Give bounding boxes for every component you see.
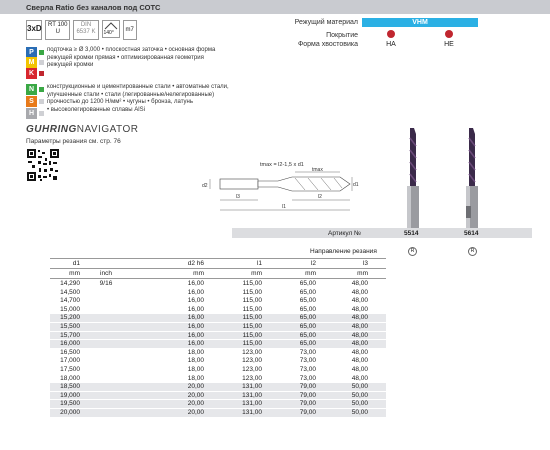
table-row-cell: 15,700 [60,331,80,339]
table-row [50,400,386,408]
table-row [50,366,386,374]
iso-group-n: N [26,84,37,95]
features-text-1 [47,47,307,70]
d2-label: d2 [202,183,208,189]
logo-brand: GUHRING [26,124,77,135]
table-row [50,383,386,391]
direction-row [232,247,532,257]
table-row-cell: 14,290 [60,280,80,287]
table-row-cell: 16,00 [187,331,204,339]
table-header-cell: d1 [72,260,80,267]
spec-tags [26,20,137,40]
coating-label: Покрытие [326,31,358,39]
din-tag-line1: DIN [80,22,92,28]
table-row-cell: 131,00 [242,383,262,391]
material-label: Режущий материал [294,19,358,26]
table-units-cell: mm [193,270,204,277]
feature-line: конструкционные и цементированные стали • автоматные стали, [47,84,229,90]
rt-tag-line2: U [55,29,60,35]
angle-icon [104,22,118,30]
table-row-cell: 79,00 [299,409,316,416]
tolerance-tag: m7 [123,20,137,40]
table-row-cell: 17,000 [60,357,80,365]
table-row [50,297,386,305]
material-row [232,18,478,27]
table-row-cell: 131,00 [242,409,262,416]
depth-tag: 3xD [26,20,42,40]
table-row [50,340,386,348]
iso-group-p: P [26,47,37,58]
table-row-cell: 16,00 [187,280,204,287]
table-row-cell: 131,00 [242,391,262,399]
table-row-cell: 15,500 [60,323,80,330]
table-row-cell: 18,00 [187,374,204,382]
table-divider [50,258,386,259]
table-header-cell: l3 [362,260,368,267]
table-row [50,306,386,314]
tmax-label: tmax [312,167,323,173]
table-row-cell: 16,00 [187,288,204,296]
table-row-cell: 48,00 [351,305,368,313]
table-row [50,392,386,400]
table-row-cell: 16,00 [187,314,204,322]
features-text-2 [47,84,307,114]
suitability-marker [39,87,44,92]
table-row-cell: 115,00 [242,323,262,330]
table-row-cell: 65,00 [299,331,316,339]
table-row-cell: 19,500 [60,400,80,408]
table-row [50,375,386,383]
article-bar [232,228,532,238]
table-row-cell: 115,00 [242,305,262,313]
title-bar [0,0,550,14]
feature-line: • высоколегированные сплавы AlSi [47,106,145,113]
table-row-cell: 123,00 [242,357,262,365]
table-row-cell: 16,00 [187,297,204,305]
tmax-formula: tmax = l2-1,5 x d1 [260,162,304,168]
iso-group-s: S [26,96,37,107]
table-row-cell: 16,00 [187,323,204,330]
table-row-cell: 48,00 [351,323,368,330]
rt-tag [45,20,70,40]
l1-label: l1 [282,204,286,210]
l2-label: l2 [318,194,322,200]
table-row-cell: 115,00 [242,280,262,287]
table-row-cell: 18,000 [60,374,80,382]
table-row-cell: 14,700 [60,297,80,305]
table-row-cell: 15,000 [60,305,80,313]
table-row-cell: 15,200 [60,314,80,322]
table-row-cell: 115,00 [242,314,262,322]
suitability-marker [39,50,44,55]
table-row-cell: 50,00 [351,383,368,391]
table-row-cell: 17,500 [60,366,80,373]
table-row-cell: 48,00 [351,297,368,305]
table-row-cell: 20,00 [187,391,204,399]
table-row-cell: 48,00 [351,331,368,339]
table-row [50,349,386,357]
feature-line: подточка ≥ Ø 3,000 • плоскостная заточка • основная форма [47,47,216,53]
table-row-cell: 16,000 [60,340,80,348]
rt-tag-line1: RT 100 [48,22,68,28]
drill-image-5514 [400,128,428,232]
iso-group-m: M [26,57,37,68]
table-row-cell: 50,00 [351,409,368,416]
table-row-cell: 73,00 [299,357,316,365]
table-units-cell: mm [357,270,368,277]
shank-label: Форма хвостовика [297,41,358,48]
table-row-cell: 65,00 [299,297,316,305]
feature-line: прочностью до 1200 Н/мм² • чугуны • бронза, латунь [47,99,193,105]
table-row-cell: 65,00 [299,305,316,313]
table-row-cell: 115,00 [242,297,262,305]
article-label: Артикул № [328,229,362,237]
table-header [50,260,386,268]
table-row [50,289,386,297]
table-row-cell: 73,00 [299,374,316,382]
table-header-cell: l2 [310,260,316,267]
table-row-cell: 20,00 [187,409,204,416]
table-row [50,409,386,417]
table-row-cell: 48,00 [351,288,368,296]
table-row-cell: 48,00 [351,374,368,382]
table-row-cell: 73,00 [299,366,316,373]
table-row-cell: 79,00 [299,400,316,408]
table-units-cell: mm [305,270,316,277]
din-tag-line2: 6537 K [76,29,96,35]
table-row-cell: 18,00 [187,348,204,356]
table-row-cell: 65,00 [299,323,316,330]
shank-1: HA [386,41,396,48]
table-row-cell: 48,00 [351,314,368,322]
table-row-cell: 123,00 [242,374,262,382]
material-value: VHM [362,18,478,27]
right-hand-icon: R [408,247,417,256]
din-tag [73,20,98,40]
table-header-cell: d2 h6 [187,260,204,267]
cutting-params-note[interactable]: Параметры резания см. стр. 76 [26,138,121,145]
table-row-cell: 48,00 [351,366,368,373]
table-row-cell: 115,00 [242,288,262,296]
feature-line: режущей кромки [47,62,94,68]
table-row-cell: 65,00 [299,340,316,348]
table-row-cell: 131,00 [242,400,262,408]
angle-tag [102,20,120,38]
table-row [50,314,386,322]
table-row-cell: 50,00 [351,391,368,399]
feature-line: улучшенные стали • стали (легированные/нелегированные) [47,91,215,98]
table-row-cell: 115,00 [242,340,262,348]
table-row-cell: 48,00 [351,357,368,365]
coating-2 [420,30,478,40]
table-row [50,332,386,340]
table-row-cell: 20,000 [60,409,80,416]
navigator-logo [26,124,138,135]
article-5614[interactable]: 5614 [464,229,479,237]
logo-suffix: NAVIGATOR [76,124,139,135]
table-row-cell: 19,000 [60,391,80,399]
table-row-cell: 20,00 [187,383,204,391]
table-divider [50,268,386,269]
table-divider [50,278,386,279]
table-row-cell: 48,00 [351,348,368,356]
table-row-cell: 48,00 [351,340,368,348]
table-row-cell: 16,00 [187,305,204,313]
coating-row [232,30,478,40]
table-row-cell: 50,00 [351,400,368,408]
table-units [50,270,386,278]
table-row-cell: 79,00 [299,391,316,399]
l3-label: l3 [236,194,240,200]
table-row-cell: 16,500 [60,348,80,356]
table-row [50,323,386,331]
table-row-cell: 79,00 [299,383,316,391]
article-5514[interactable]: 5514 [404,229,419,237]
table-row-cell: 65,00 [299,288,316,296]
page-title: Сверла Ratio без каналов под СОТС [26,3,161,12]
table-row [50,357,386,365]
suitability-marker [39,60,44,65]
angle-value: 140° [103,30,114,36]
suitability-marker [39,71,44,76]
iso-group-h: H [26,108,37,119]
table-units-cell: mm [69,270,80,277]
drill-diagram [200,160,360,220]
iso-group-k: K [26,68,37,79]
feature-line: режущей кромки прямая • оптимизированная геометрия [47,54,204,61]
coating-1 [362,30,420,40]
table-row-cell: 48,00 [351,280,368,287]
d1-label: d1 [353,182,359,188]
table-row-cell: 9/16 [99,280,113,287]
table-row-cell: 18,00 [187,357,204,365]
coating-dot-icon [387,30,395,38]
table-header-cell: l1 [256,260,262,267]
table-row-cell: 115,00 [242,331,262,339]
table-row-cell: 20,00 [187,400,204,408]
suitability-marker [39,111,44,116]
table-units-cell: inch [100,270,112,277]
table-row-cell: 123,00 [242,348,262,356]
drill-image-5614 [459,128,487,232]
direction-label: Направление резания [310,248,377,255]
table-row-cell: 65,00 [299,280,316,287]
table-row-cell: 18,00 [187,366,204,373]
shank-2: HE [444,41,454,48]
table-row-cell: 14,500 [60,288,80,296]
right-hand-icon: R [468,247,477,256]
coating-dot-icon [445,30,453,38]
table-row-cell: 65,00 [299,314,316,322]
table-row-cell: 18,500 [60,383,80,391]
table-row-cell: 73,00 [299,348,316,356]
table-row [50,280,386,288]
qr-code-icon[interactable] [26,148,60,182]
suitability-marker [39,99,44,104]
table-row-cell: 16,00 [187,340,204,348]
table-row-cell: 123,00 [242,366,262,373]
table-units-cell: mm [251,270,262,277]
